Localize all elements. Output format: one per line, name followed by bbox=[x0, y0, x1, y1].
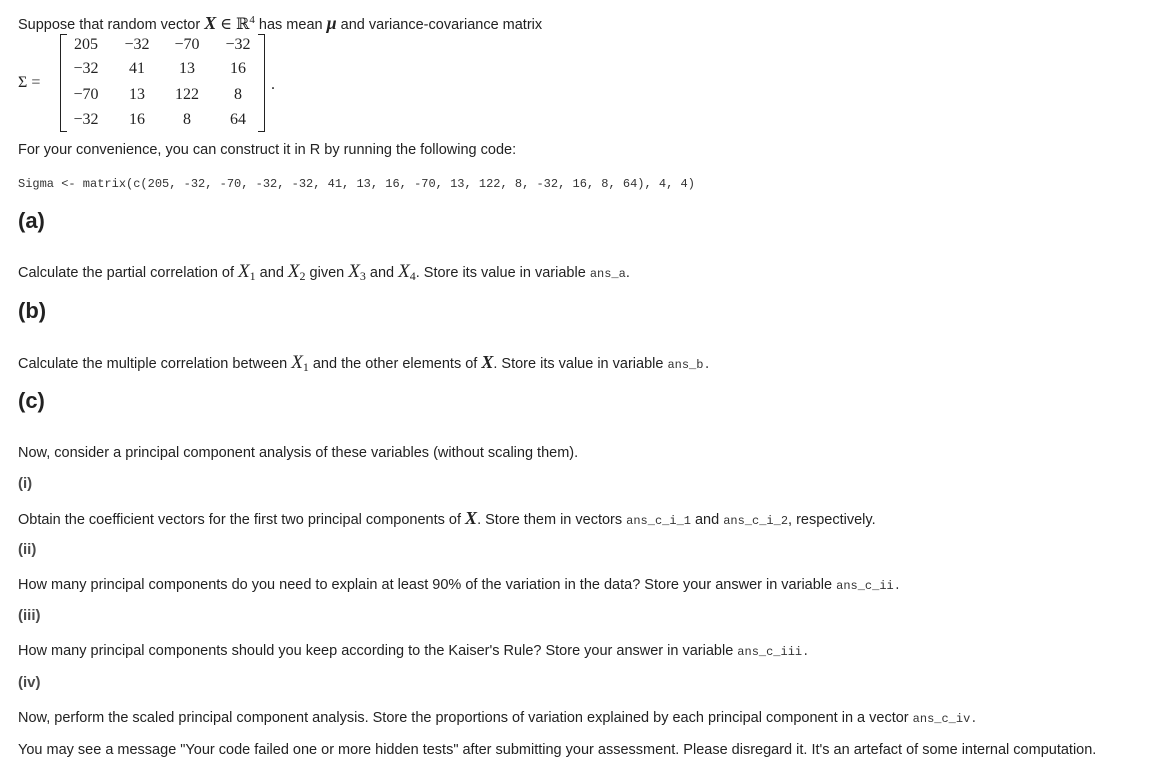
matrix-cell: 205 bbox=[74, 36, 98, 53]
subscript: 3 bbox=[359, 269, 366, 283]
convenience-text: For your convenience, you can construct it in R by running the following code: bbox=[18, 142, 517, 158]
var-x: X bbox=[287, 261, 300, 282]
matrix-cell: −70 bbox=[174, 36, 200, 53]
heading-part-b: (b) bbox=[18, 298, 47, 323]
intro-after: and variance-covariance matrix bbox=[336, 17, 543, 33]
variable-name: ans_b. bbox=[667, 358, 711, 372]
part-c-iii-question bbox=[18, 641, 809, 662]
matrix-cell: 64 bbox=[230, 111, 246, 128]
matrix-cell: 41 bbox=[129, 60, 145, 77]
text: Calculate the partial correlation of bbox=[18, 265, 239, 281]
text: and the other elements of bbox=[308, 356, 482, 372]
mu-symbol: μ bbox=[326, 13, 337, 33]
var-x: X bbox=[291, 352, 303, 373]
matrix-cell: −70 bbox=[73, 86, 99, 103]
matrix-cell: −32 bbox=[124, 36, 150, 53]
sigma-symbol: Σ = bbox=[18, 74, 41, 91]
text: Obtain the coefficient vectors for the first two principal components of bbox=[18, 512, 466, 528]
vector-x: X bbox=[465, 508, 478, 528]
matrix-cell: 8 bbox=[234, 86, 242, 103]
variable-name: ans_c_i_1 bbox=[626, 514, 691, 528]
text: . Store its value in variable bbox=[415, 265, 590, 281]
dimension-exponent: 4 bbox=[249, 14, 255, 26]
matrix-trailing-period: . bbox=[271, 76, 275, 93]
matrix-cell: 13 bbox=[129, 86, 145, 103]
variable-name: ans_c_ii. bbox=[836, 579, 901, 593]
text: and bbox=[690, 512, 724, 528]
text: . bbox=[625, 265, 630, 281]
subscript: 4 bbox=[409, 269, 416, 283]
variable-name: ans_c_iv. bbox=[912, 712, 978, 726]
matrix-cell: 8 bbox=[183, 111, 191, 128]
intro-before: Suppose that random vector bbox=[18, 17, 205, 33]
r-code-snippet: Sigma <- matrix(c(205, -32, -70, -32, -32, 41, 13, 16, -70, 13, 122, 8, -32, 16, 8, 64), 4, 4) bbox=[18, 177, 695, 191]
text: and bbox=[365, 265, 399, 281]
matrix-cell: −32 bbox=[73, 111, 99, 128]
part-c-i-question bbox=[18, 508, 876, 531]
subheading-c-iv: (iv) bbox=[18, 674, 41, 691]
subscript: 2 bbox=[299, 269, 306, 283]
subheading-c-iii: (iii) bbox=[18, 607, 41, 624]
text: . Store its value in variable bbox=[493, 356, 668, 372]
matrix-cell: −32 bbox=[225, 36, 251, 53]
variable-name: ans_a bbox=[589, 267, 626, 281]
text: How many principal components do you need to explain at least 90% of the variation in the data? Store your answer in variable bbox=[18, 577, 837, 593]
var-x: X bbox=[348, 261, 360, 282]
text: Now, perform the scaled principal component analysis. Store the proportions of variation explained by each principal component in a vector bbox=[18, 710, 913, 726]
text: . Store them in vectors bbox=[477, 512, 627, 528]
text: , respectively. bbox=[788, 512, 876, 528]
heading-part-a: (a) bbox=[18, 208, 45, 233]
text: How many principal components should you keep according to the Kaiser's Rule? Store your answer in variable bbox=[18, 643, 738, 659]
matrix-cell: 16 bbox=[129, 111, 145, 128]
text: Calculate the multiple correlation between bbox=[18, 356, 292, 372]
variable-name: ans_c_iii. bbox=[737, 645, 810, 659]
part-b-question bbox=[18, 352, 711, 375]
matrix-cell: 122 bbox=[175, 86, 199, 103]
part-c-iv-question bbox=[18, 708, 977, 729]
vector-x: X bbox=[481, 352, 494, 372]
heading-part-c: (c) bbox=[18, 388, 45, 413]
subscript: 1 bbox=[302, 360, 309, 374]
variable-name: ans_c_i_2 bbox=[723, 514, 789, 528]
matrix-cell: 13 bbox=[179, 60, 195, 77]
part-c-intro: Now, consider a principal component analysis of these variables (without scaling them). bbox=[18, 445, 579, 461]
part-c-ii-question bbox=[18, 575, 901, 596]
matrix-cell: −32 bbox=[73, 60, 99, 77]
subscript: 1 bbox=[249, 269, 256, 283]
in-real-space: ∈ ℝ bbox=[216, 16, 250, 33]
matrix-cell: 16 bbox=[230, 60, 246, 77]
text: given bbox=[305, 265, 349, 281]
text: and bbox=[255, 265, 288, 281]
intro-mid: has mean bbox=[254, 17, 327, 33]
var-x: X bbox=[238, 261, 250, 282]
subheading-c-ii: (ii) bbox=[18, 541, 37, 558]
intro-text bbox=[18, 13, 542, 35]
subheading-c-i: (i) bbox=[18, 475, 33, 492]
vector-x: X bbox=[204, 13, 217, 33]
part-a-question bbox=[18, 262, 630, 284]
footer-note: You may see a message "Your code failed one or more hidden tests" after submitting your assessment. Please disregard it. It's an artefact of some internal computation. bbox=[18, 742, 1097, 758]
var-x: X bbox=[398, 261, 410, 282]
